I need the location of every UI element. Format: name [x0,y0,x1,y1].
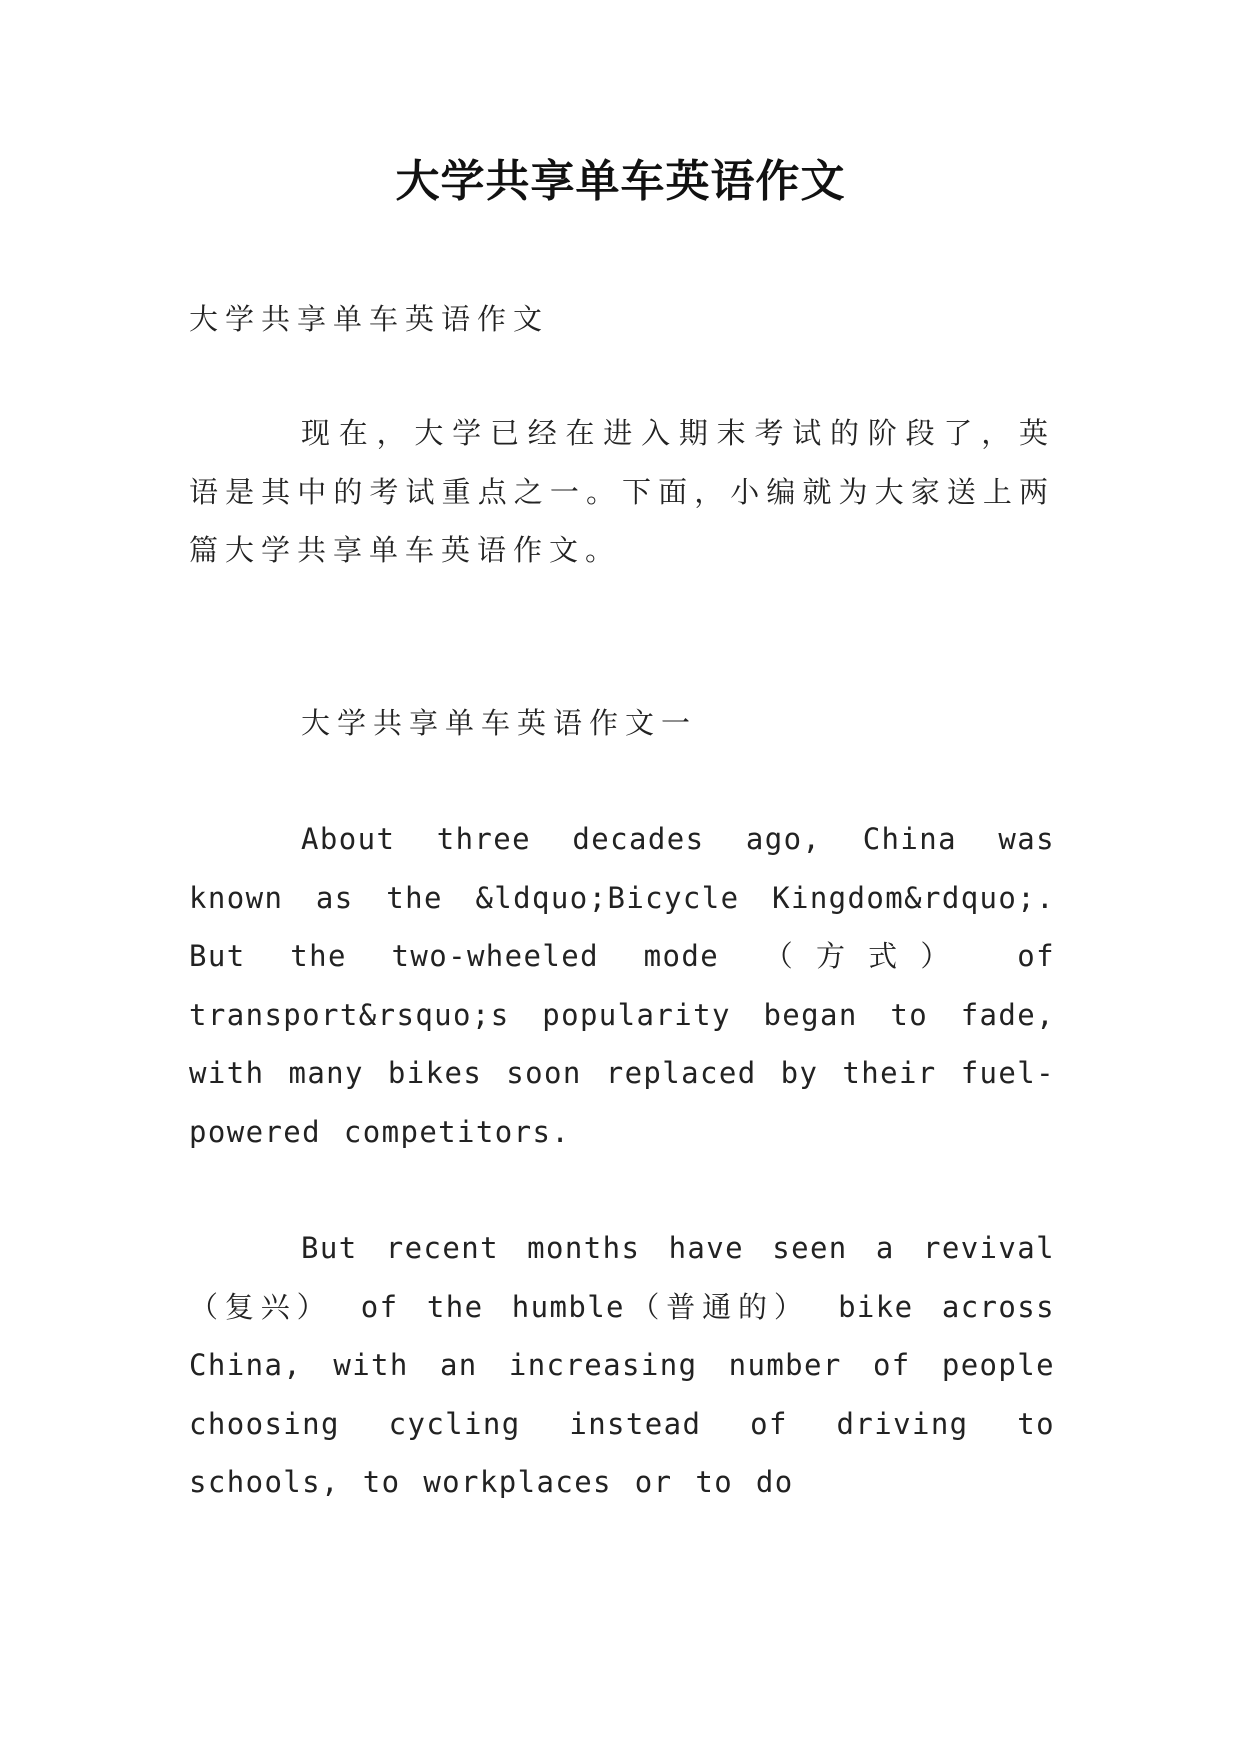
section-heading: 大学共享单车英语作文一 [301,706,698,740]
essay-paragraph-1: About three decades ago, China was known as the &ldquo;Bicycle Kingdom&rdquo;. But the two-wheeled mode （方式） of transport&rsquo;s popularity began to fade, with many bikes soon replaced by their fuel-powered competitors. [189,822,1055,1149]
essay-paragraph-2: But recent months have seen a revival（复兴） of the humble（普通的） bike across China, with an increasing number of people choosing cycling instead of driving to schools, to workplaces or to do [189,1231,1055,1499]
document-title: 大学共享单车英语作文 [395,156,846,207]
intro-paragraph: 现在，大学已经在进入期末考试的阶段了，英语是其中的考试重点之一。下面，小编就为大家送上两篇大学共享单车英语作文。 [189,416,1055,567]
document-subtitle: 大学共享单车英语作文 [189,302,550,336]
